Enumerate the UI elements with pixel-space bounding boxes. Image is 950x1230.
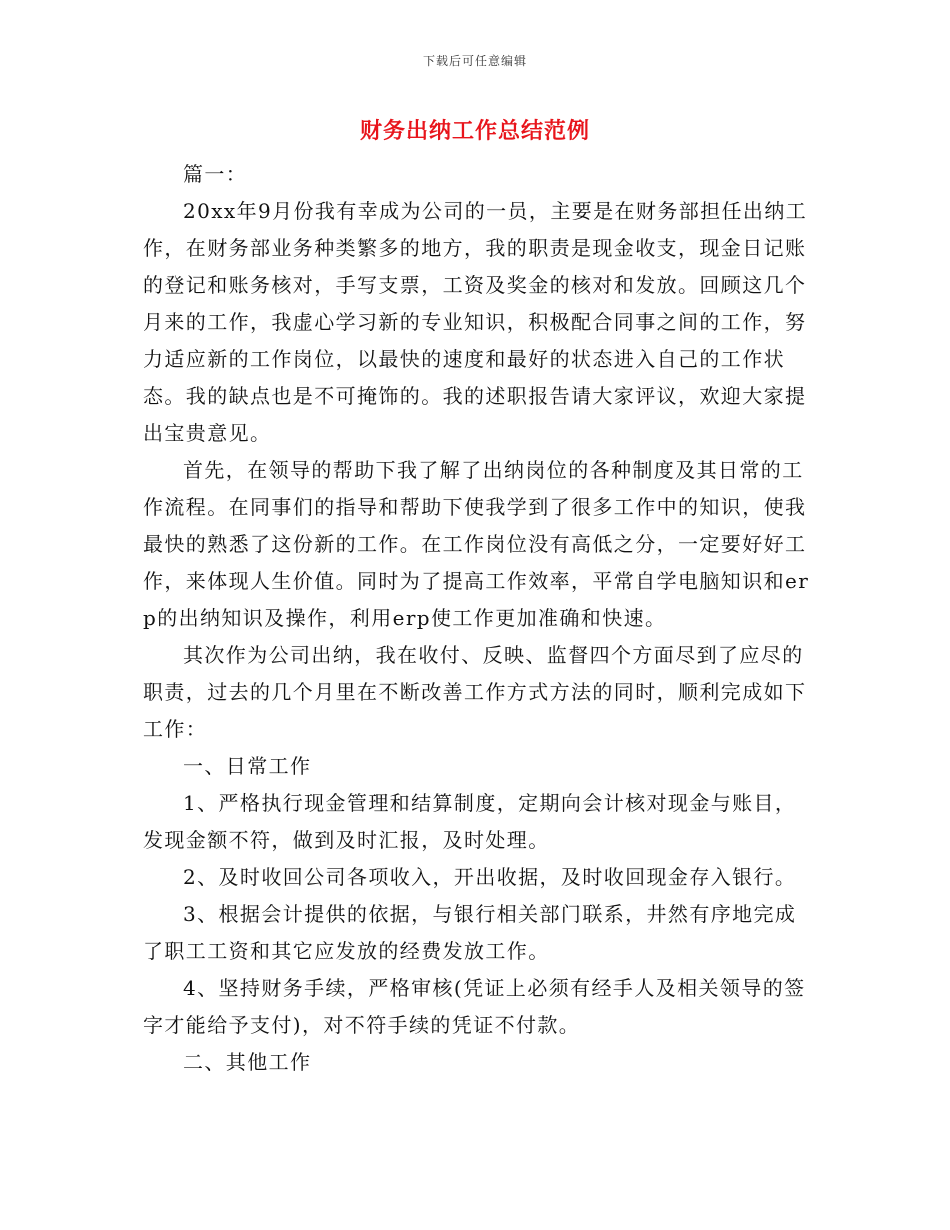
header-note: 下载后可任意编辑 [422,54,527,68]
document-body [143,156,811,1081]
paragraph-section-label: 篇一： [183,162,248,186]
list-item-3: 3、根据会计提供的依据，与银行相关部门联系，井然有序地完成了职工工资和其它应发放的经费发放工作。 [143,902,797,963]
list-item-1: 1、严格执行现金管理和结算制度，定期向会计核对现金与账目，发现金额不符，做到及时汇报，及时处理。 [143,791,797,852]
list-item-2: 2、及时收回公司各项收入，开出收据，及时收回现金存入银行。 [183,865,797,889]
heading-other-work: 二、其他工作 [183,1050,312,1074]
list-item-4: 4、坚持财务手续，严格审核(凭证上必须有经手人及相关领导的签字才能给予支付)，对不符手续的凭证不付款。 [143,976,806,1037]
paragraph-second: 其次作为公司出纳，我在收付、反映、监督四个方面尽到了应尽的职责，过去的几个月里在不断改善工作方式方法的同时，顺利完成如下工作： [143,643,807,741]
paragraph-intro: 20xx年9月份我有幸成为公司的一员，主要是在财务部担任出纳工作，在财务部业务种类繁多的地方，我的职责是现金收支，现金日记账的登记和账务核对，手写支票，工资及奖金的核对和发放。回顾这几个月来的工作，我虚心学习新的专业知识，积极配合同事之间的工作，努力适应新的工作岗位，以最快的速度和最好的状态进入自己的工作状态。我的缺点也是不可掩饰的。我的述职报告请大家评议，欢迎大家提出宝贵意见。 [143,199,808,445]
heading-daily-work: 一、日常工作 [183,754,312,778]
document-title: 财务出纳工作总结范例 [359,118,590,144]
paragraph-first: 首先，在领导的帮助下我了解了出纳岗位的各种制度及其日常的工作流程。在同事们的指导和帮助下使我学到了很多工作中的知识，使我最快的熟悉了这份新的工作。在工作岗位没有高低之分，一定要好好工作，来体现人生价值。同时为了提高工作效率，平常自学电脑知识和erp的出纳知识及操作，利用erp使工作更加准确和快速。 [143,458,810,630]
